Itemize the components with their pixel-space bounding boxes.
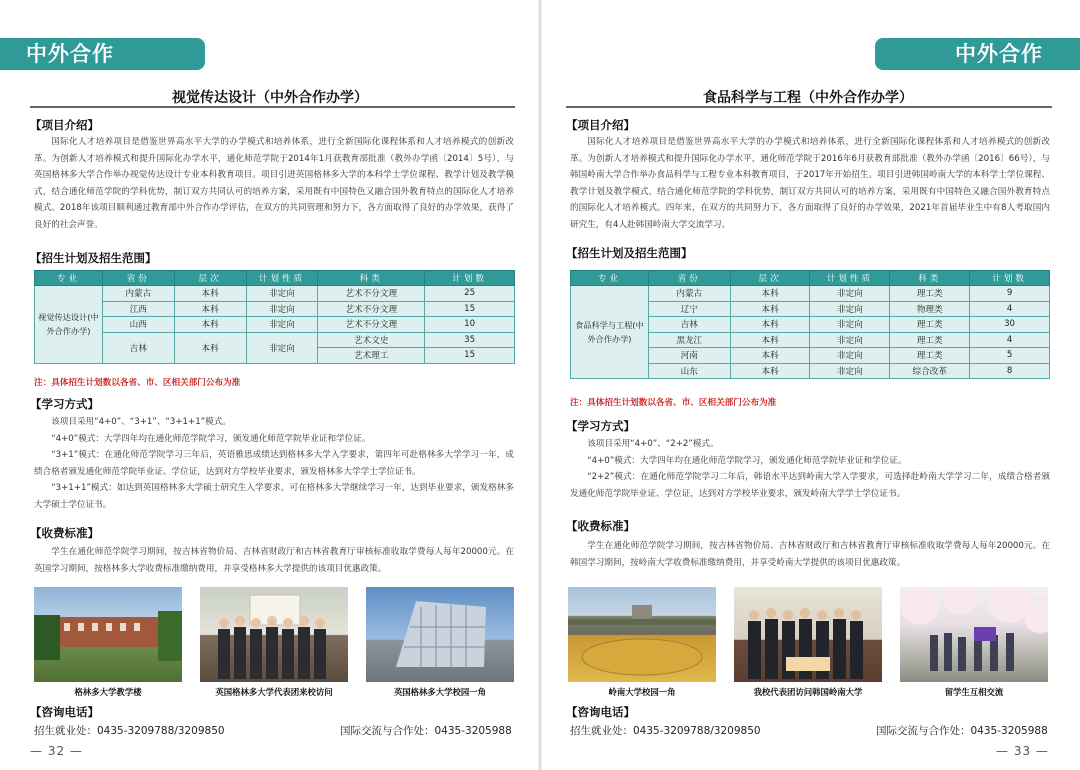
contact-admissions: 招生就业处：0435-3209788/3209850 bbox=[34, 725, 225, 737]
col-header-level: 层次 bbox=[730, 271, 810, 286]
category-cell: 艺术不分文理 bbox=[318, 286, 425, 302]
section-heading-plan: 【招生计划及招生范围】 bbox=[30, 251, 157, 265]
major-cell: 视觉传达设计(中外合作办学) bbox=[35, 286, 103, 364]
nature-cell: 非定向 bbox=[810, 301, 890, 317]
category-cell: 艺术文史 bbox=[318, 332, 425, 348]
count-cell: 4 bbox=[970, 301, 1050, 317]
photo-delegation-korea bbox=[734, 587, 882, 682]
nature-cell: 非定向 bbox=[246, 332, 318, 363]
province-cell: 江西 bbox=[102, 301, 174, 317]
count-cell: 8 bbox=[970, 363, 1050, 379]
group-illustration bbox=[200, 587, 348, 682]
page-right bbox=[540, 0, 1080, 770]
col-header-province: 省份 bbox=[648, 271, 730, 286]
fee-paragraph: 学生在通化师范学院学习期间，按吉林省物价局、吉林省财政厅和吉林省教育厅审核标准收取学费每人每年20000元。在英国学习期间，按格林多大学收费标准缴纳费用，并享受格林多大学提供的该项目优惠政策。 bbox=[34, 547, 514, 574]
section-heading-fee: 【收费标准】 bbox=[30, 526, 99, 540]
photo-delegation-visit bbox=[200, 587, 348, 682]
level-cell: 本科 bbox=[730, 301, 810, 317]
col-header-category: 科类 bbox=[318, 271, 425, 286]
count-cell: 4 bbox=[970, 332, 1050, 348]
enrollment-note: 注：具体招生计划数以各省、市、区相关部门公布为准 bbox=[34, 378, 241, 388]
section-heading-contact: 【咨询电话】 bbox=[566, 705, 635, 719]
count-cell: 15 bbox=[425, 301, 515, 317]
enrollment-table bbox=[34, 270, 515, 364]
province-cell: 内蒙古 bbox=[102, 286, 174, 302]
province-cell: 吉林 bbox=[648, 317, 730, 333]
table-row bbox=[35, 286, 515, 302]
photo-teaching-building bbox=[34, 587, 182, 682]
count-cell: 15 bbox=[425, 348, 515, 364]
category-cell: 艺术不分文理 bbox=[318, 301, 425, 317]
level-cell: 本科 bbox=[730, 317, 810, 333]
category-cell: 理工类 bbox=[890, 317, 970, 333]
nature-cell: 非定向 bbox=[246, 317, 318, 333]
photo-caption: 岭南大学校园一角 bbox=[608, 687, 676, 697]
section-heading-intro: 【项目介绍】 bbox=[566, 118, 635, 132]
category-cell: 物理类 bbox=[890, 301, 970, 317]
contact-admissions: 招生就业处：0435-3209788/3209850 bbox=[570, 725, 761, 737]
page-title: 视觉传达设计（中外合作办学） bbox=[172, 90, 368, 106]
nature-cell: 非定向 bbox=[246, 301, 318, 317]
study-paragraph: 该项目采用“4+0”、“2+2”模式。 “4+0”模式：大学四年均在通化师范学院学习，颁发通化师范学院毕业证和学位证。 “2+2”模式：在通化师范学院学习二年后，韩语水平达到岭南大学入学要求，可选择赴岭南大学学习二年，成绩合格者颁发通化师范学院毕业证、学位证，达到对方学校毕业要求，颁发岭南大学学士学位证书。 bbox=[570, 439, 1050, 499]
level-cell: 本科 bbox=[730, 363, 810, 379]
col-header-province: 省份 bbox=[102, 271, 174, 286]
section-heading-study: 【学习方式】 bbox=[566, 419, 635, 433]
category-cell: 艺术理工 bbox=[318, 348, 425, 364]
col-header-level: 层次 bbox=[174, 271, 246, 286]
section-heading-study: 【学习方式】 bbox=[30, 397, 99, 411]
contact-international: 国际交流与合作处：0435-3205988 bbox=[340, 725, 512, 737]
section-tab: 中外合作 bbox=[0, 38, 205, 70]
major-cell: 食品科学与工程(中外合作办学) bbox=[571, 286, 649, 379]
title-rule bbox=[30, 106, 515, 108]
category-cell: 理工类 bbox=[890, 348, 970, 364]
table-row bbox=[35, 332, 515, 348]
col-header-count: 计划数 bbox=[970, 271, 1050, 286]
fee-paragraph: 学生在通化师范学院学习期间，按吉林省物价局、吉林省财政厅和吉林省教育厅审核标准收取学费每人每年20000元。在韩国学习期间，按岭南大学收费标准缴纳费用，并享受岭南大学提供的该项目优惠政策。 bbox=[570, 541, 1050, 568]
page-number: — 33 — bbox=[996, 744, 1049, 758]
level-cell: 本科 bbox=[730, 348, 810, 364]
photo-caption: 我校代表团访问韩国岭南大学 bbox=[753, 687, 863, 697]
photo-caption: 格林多大学教学楼 bbox=[74, 687, 142, 697]
count-cell: 10 bbox=[425, 317, 515, 333]
col-header-major: 专业 bbox=[35, 271, 103, 286]
photo-caption: 留学生互相交流 bbox=[944, 687, 1004, 697]
nature-cell: 非定向 bbox=[810, 317, 890, 333]
level-cell: 本科 bbox=[174, 301, 246, 317]
study-paragraph: 该项目采用“4+0”、“3+1”、“3+1+1”模式。 “4+0”模式：大学四年均在通化师范学院学习，颁发通化师范学院毕业证和学位证。 “3+1”模式：在通化师范学院学习三年后，英语雅思成绩达到格林多大学入学要求，第四年可赴格林多大学学习一年，成绩合格者颁发通化师范学院毕业证、学位证，达到对方学校毕业要求，颁发格林多大学学士学位证书。 “3+1+1”模式：如达到英国格林多大学硕士研究生入学要求，可在格林多大学继续学习一年，达到毕业要求，颁发格林多大学硕士学位证书。 bbox=[34, 417, 514, 510]
count-cell: 9 bbox=[970, 286, 1050, 302]
category-cell: 艺术不分文理 bbox=[318, 317, 425, 333]
province-cell: 辽宁 bbox=[648, 301, 730, 317]
photo-student-exchange bbox=[900, 587, 1048, 682]
title-rule bbox=[566, 106, 1052, 108]
nature-cell: 非定向 bbox=[810, 363, 890, 379]
page-title: 食品科学与工程（中外合作办学） bbox=[703, 90, 913, 106]
photo-yeungnam-campus bbox=[568, 587, 716, 682]
page-number: — 32 — bbox=[30, 744, 83, 758]
province-cell: 山西 bbox=[102, 317, 174, 333]
section-heading-intro: 【项目介绍】 bbox=[30, 118, 99, 132]
enrollment-table bbox=[570, 270, 1050, 379]
section-heading-plan: 【招生计划及招生范围】 bbox=[566, 246, 693, 260]
province-cell: 内蒙古 bbox=[648, 286, 730, 302]
col-header-nature: 计划性质 bbox=[246, 271, 318, 286]
province-cell: 吉林 bbox=[102, 332, 174, 363]
col-header-major: 专业 bbox=[571, 271, 649, 286]
col-header-count: 计划数 bbox=[425, 271, 515, 286]
col-header-category: 科类 bbox=[890, 271, 970, 286]
enrollment-note: 注：具体招生计划数以各省、市、区相关部门公布为准 bbox=[570, 398, 777, 408]
col-header-nature: 计划性质 bbox=[810, 271, 890, 286]
count-cell: 30 bbox=[970, 317, 1050, 333]
level-cell: 本科 bbox=[730, 286, 810, 302]
intro-paragraph: 国际化人才培养项目是借鉴世界高水平大学的办学模式和培养体系，进行全新国际化课程体系和人才培养模式的创新改革。为创新人才培养模式和提升国际化办学水平，通化师范学院于2016年6月获教育部批准（教外办学函〔2016〕66号），与韩国岭南大学合作举办食品科学与工程专业本科教育项目，于2017年开始招生。项目引进韩国岭南大学的本科学士学位课程、教学计划及教学模式，结合通化师范学院的学科优势，制订双方共同认可的培养方案，采用既有中国特色又融合国外教育特点的国际化人才培养模式。四年来，在双方的共同努力下，各方面取得了良好的办学效果，2021年首届毕业生中有8人考取国内研究生，有4人赴韩国岭南大学交流学习。 bbox=[570, 137, 1050, 230]
section-heading-fee: 【收费标准】 bbox=[566, 519, 635, 533]
category-cell: 理工类 bbox=[890, 286, 970, 302]
level-cell: 本科 bbox=[174, 317, 246, 333]
count-cell: 5 bbox=[970, 348, 1050, 364]
table-row bbox=[35, 301, 515, 317]
province-cell: 山东 bbox=[648, 363, 730, 379]
photo-caption: 英国格林多大学代表团来校访问 bbox=[215, 687, 333, 697]
table-row bbox=[571, 286, 1050, 302]
count-cell: 25 bbox=[425, 286, 515, 302]
level-cell: 本科 bbox=[174, 332, 246, 363]
photo-campus-corner bbox=[366, 587, 514, 682]
students-illustration bbox=[900, 587, 1048, 682]
intro-paragraph: 国际化人才培养项目是借鉴世界高水平大学的办学模式和培养体系，进行全新国际化课程体系和人才培养模式的创新改革。为创新人才培养模式和提升国际化办学水平，通化师范学院于2014年1月获教育部批准（教外办学函〔2014〕5号），与英国格林多大学合作举办视觉传达设计专业本科教育项目。项目引进英国格林多大学的本科学士学位课程、教学计划及教学模式，结合通化师范学院的学科优势，制订双方共同认可的培养方案，采用既有中国特色又融合国外教育特点的国际化人才培养模式。2018年该项目顺利通过教育部中外合作办学评估，在双方的共同管理和努力下，各方面取得了良好的办学效果，获得了良好的社会声誉。 bbox=[34, 137, 514, 230]
nature-cell: 非定向 bbox=[810, 286, 890, 302]
group-illustration bbox=[734, 587, 882, 682]
nature-cell: 非定向 bbox=[810, 348, 890, 364]
nature-cell: 非定向 bbox=[810, 332, 890, 348]
level-cell: 本科 bbox=[730, 332, 810, 348]
nature-cell: 非定向 bbox=[246, 286, 318, 302]
section-tab: 中外合作 bbox=[875, 38, 1080, 70]
modern-building-illustration bbox=[366, 587, 514, 682]
province-cell: 河南 bbox=[648, 348, 730, 364]
category-cell: 理工类 bbox=[890, 332, 970, 348]
count-cell: 35 bbox=[425, 332, 515, 348]
section-heading-contact: 【咨询电话】 bbox=[30, 705, 99, 719]
building-illustration bbox=[34, 587, 182, 682]
campus-illustration bbox=[568, 587, 716, 682]
contact-international: 国际交流与合作处：0435-3205988 bbox=[876, 725, 1048, 737]
photo-caption: 英国格林多大学校园一角 bbox=[393, 687, 487, 697]
province-cell: 黑龙江 bbox=[648, 332, 730, 348]
level-cell: 本科 bbox=[174, 286, 246, 302]
table-row bbox=[35, 317, 515, 333]
category-cell: 综合改革 bbox=[890, 363, 970, 379]
